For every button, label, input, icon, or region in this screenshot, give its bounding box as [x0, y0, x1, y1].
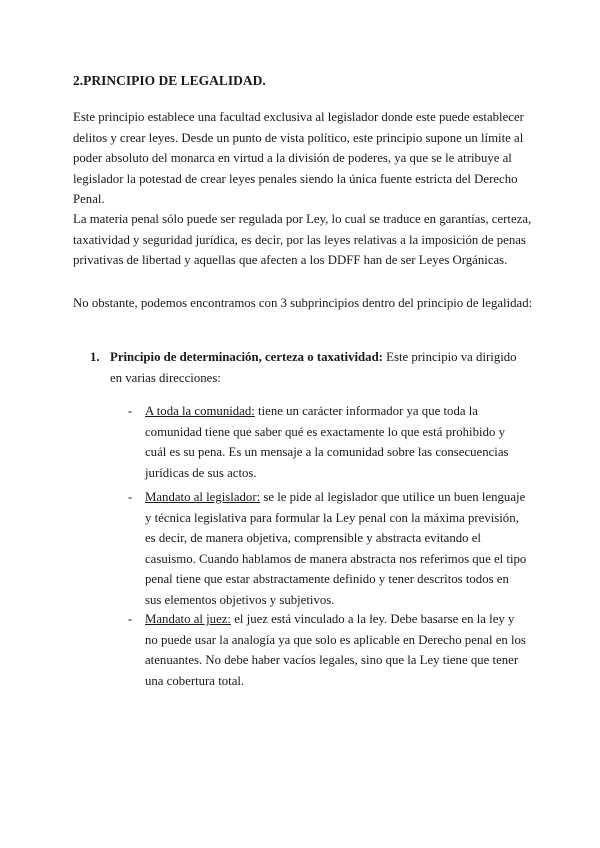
subitem-body: el juez está vinculado a la ley. Debe basarse en la ley y no puede usar la analogía ya que solo es aplicable en Derecho penal en los atenuantes. No debe haber vacíos legales, sino que la Ley tiene que tener una cobertura total. — [145, 612, 526, 688]
subitem-body: se le pide al legislador que utilice un buen lenguaje y técnica legislativa para formular la Ley penal con la máxima previsión, es decir, de manera objetiva, comprensible y abstracta evitando el casuismo. Cuando hablamos de manera abstracta nos referimos que el tipo penal tiene que estar abstractamente definido y tener descritos todos en sus elementos objetivos y subjetivos. — [145, 490, 527, 607]
list-number: 1. — [90, 350, 100, 364]
dash-bullet: - — [128, 490, 133, 504]
subitem-title: Mandato al juez: — [145, 612, 231, 626]
list-item-text — [110, 347, 530, 388]
paragraph-1: Este principio establece una facultad exclusiva al legislador donde este puede establecer delitos y crear leyes. Desde un punto de vista político, este principio supone un límite al poder absoluto del monarca en virtud a la división de poderes, ya que se le atribuye al legislador la potestad de crear leyes penales siendo la única fuente estricta del Derecho Penal. — [73, 110, 524, 206]
dash-bullet: - — [128, 612, 133, 626]
subitem-title: A toda la comunidad: — [145, 404, 255, 418]
paragraph-3: No obstante, podemos encontramos con 3 subprincipios dentro del principio de legalidad: — [73, 296, 533, 310]
list-item-title: Principio de determinación, certeza o taxatividad: — [110, 350, 383, 364]
subitem-text — [145, 401, 528, 483]
section-heading: 2.PRINCIPIO DE LEGALIDAD. — [73, 73, 266, 88]
subitem-text — [145, 609, 528, 691]
subitem-text — [145, 487, 528, 610]
subitem-title: Mandato al legislador: — [145, 490, 261, 504]
list-item-body: Este principio va dirigido en varias direcciones: — [110, 350, 517, 385]
subitem-body: tiene un carácter informador ya que toda la comunidad tiene que saber qué es exactamente lo que está prohibido y cuál es su pena. Es un mensaje a la comunidad sobre las consecuencias jurídicas de sus actos. — [145, 404, 509, 480]
dash-bullet: - — [128, 404, 133, 418]
paragraph-2: La materia penal sólo puede ser regulada por Ley, lo cual se traduce en garantías, certeza, taxatividad y seguridad jurídica, es decir, por las leyes relativas a la imposición de penas privativas de libertad y aquellas que afecten a los DDFF han de ser Leyes Orgánicas. — [73, 212, 532, 267]
